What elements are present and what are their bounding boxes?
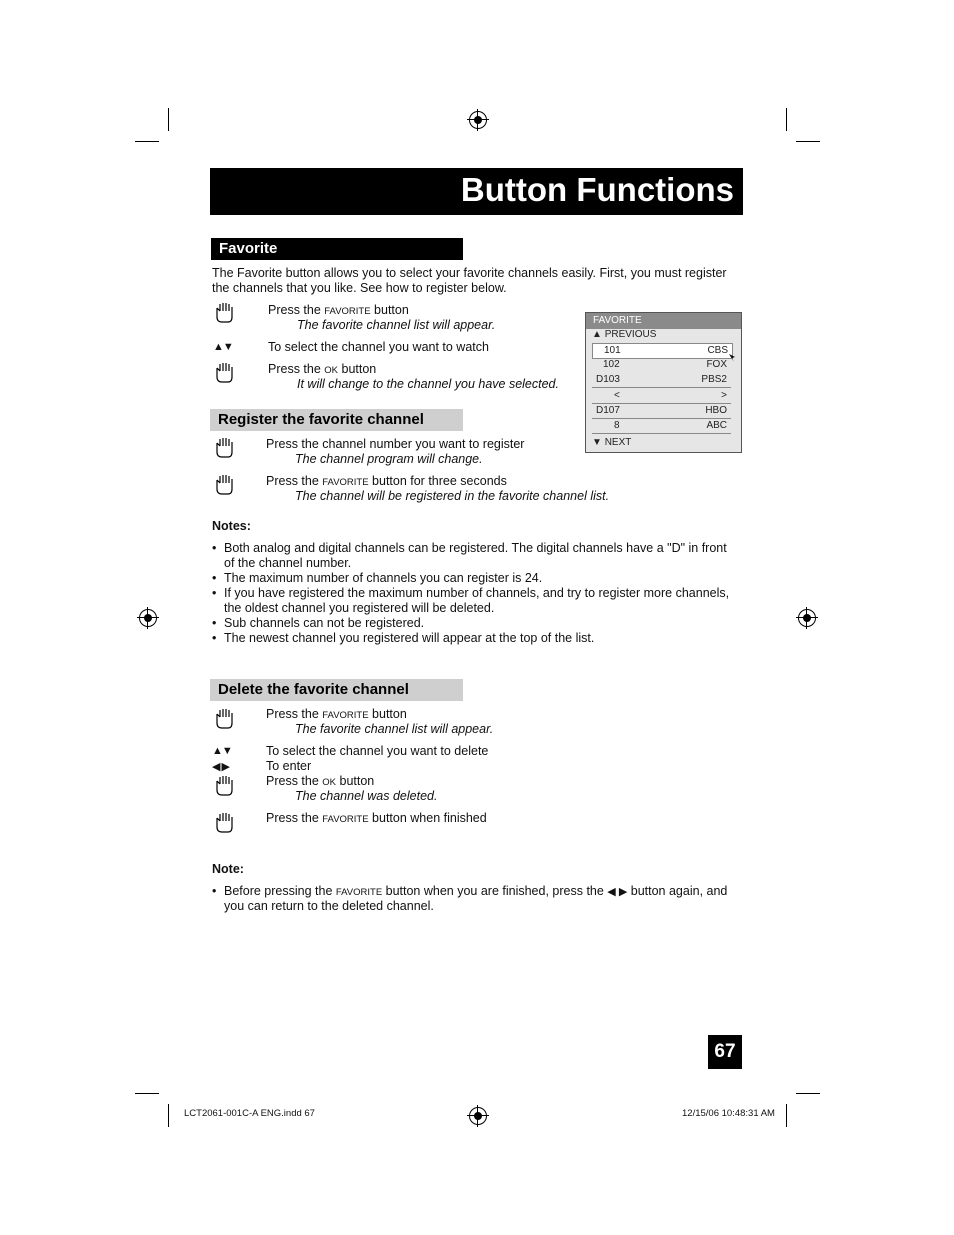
crop-mark (168, 1104, 169, 1127)
panel-header: FAVORITE (586, 313, 741, 329)
favorite-step3: Press the OK button (268, 362, 377, 376)
delete-step4-result: The channel was deleted. (295, 789, 438, 803)
registration-mark-icon (798, 609, 816, 627)
note-item: If you have registered the maximum number of channels, and try to register more channels, (224, 586, 730, 600)
note-item: the oldest channel you registered will be deleted. (224, 601, 495, 615)
footer-file: LCT2061-001C-A ENG.indd 67 (184, 1108, 315, 1119)
hand-press-icon (213, 474, 235, 496)
hand-press-icon (213, 437, 235, 459)
page-title-bar (210, 168, 743, 215)
crop-mark (786, 1104, 787, 1127)
panel-row[interactable]: D103 PBS2 (592, 373, 731, 388)
note-item: The maximum number of channels you can register is 24. (224, 571, 543, 585)
crop-mark (796, 141, 820, 142)
registration-mark-icon (469, 111, 487, 129)
note-bullet: • (212, 884, 217, 898)
note-item: Sub channels can not be registered. (224, 616, 425, 630)
crop-mark (796, 1093, 820, 1094)
section-heading-favorite: Favorite (211, 238, 463, 260)
favorite-step2: To select the channel you want to watch (268, 340, 489, 354)
crop-mark (786, 108, 787, 131)
register-step1: Press the channel number you want to register (266, 437, 525, 451)
favorite-step3-result: It will change to the channel you have selected. (297, 377, 559, 391)
panel-row[interactable]: 102 FOX (603, 359, 727, 370)
hand-press-icon (213, 708, 235, 730)
hand-press-icon (213, 812, 235, 834)
section-heading-delete: Delete the favorite channel (210, 679, 463, 701)
note-bullet: • (212, 631, 217, 645)
hand-press-icon (213, 775, 235, 797)
section-heading-register: Register the favorite channel (210, 409, 463, 431)
registration-mark-icon (469, 1107, 487, 1125)
delete-step1: Press the FAVORITE button (266, 707, 407, 721)
pointer-icon (728, 353, 736, 363)
intro-line: the channels that you like. See how to register below. (212, 281, 507, 295)
hand-press-icon (213, 302, 235, 324)
notes-heading: Notes: (212, 519, 251, 533)
left-right-arrows-icon: ◀ ▶ (607, 886, 628, 898)
crop-mark (135, 141, 159, 142)
page-number: 67 (708, 1035, 742, 1069)
register-step1-result: The channel program will change. (295, 452, 483, 466)
note-item: Both analog and digital channels can be registered. The digital channels have a "D" in front (224, 541, 727, 555)
panel-next[interactable]: ▼ NEXT (592, 437, 632, 448)
note-bullet: • (212, 586, 217, 600)
favorite-list-panel (585, 312, 742, 453)
panel-row[interactable]: 101 CBS (592, 343, 733, 359)
panel-row[interactable]: D107 HBO (592, 404, 731, 419)
note-heading: Note: (212, 862, 244, 876)
note-line: you can return to the deleted channel. (224, 899, 434, 913)
up-down-arrows-icon: ▲▼ (212, 745, 232, 757)
note-bullet: • (212, 571, 217, 585)
up-down-arrows-icon: ▲▼ (213, 341, 233, 353)
panel-row[interactable]: 8 ABC (592, 419, 731, 434)
note-line: Before pressing the FAVORITE button when you are finished, press the ◀ ▶ button again, and (224, 884, 728, 898)
hand-press-icon (213, 362, 235, 384)
panel-row[interactable]: < > (592, 389, 731, 404)
register-step2-result: The channel will be registered in the favorite channel list. (295, 489, 610, 503)
left-right-arrows-icon: ◀ ▶ (212, 761, 229, 773)
crop-mark (135, 1093, 159, 1094)
note-bullet: • (212, 541, 217, 555)
note-bullet: • (212, 616, 217, 630)
intro-line: The Favorite button allows you to select your favorite channels easily. First, you must register (212, 266, 727, 280)
delete-step1-result: The favorite channel list will appear. (295, 722, 494, 736)
delete-step2: To select the channel you want to delete (266, 744, 489, 758)
favorite-step1-result: The favorite channel list will appear. (297, 318, 496, 332)
panel-previous[interactable]: ▲ PREVIOUS (592, 329, 657, 340)
footer-timestamp: 12/15/06 10:48:31 AM (682, 1108, 775, 1119)
page-title: Button Functions (460, 171, 734, 208)
delete-step3: To enter (266, 759, 312, 773)
registration-mark-icon (139, 609, 157, 627)
crop-mark (168, 108, 169, 131)
register-step2: Press the FAVORITE button for three seconds (266, 474, 507, 488)
note-item: The newest channel you registered will appear at the top of the list. (224, 631, 595, 645)
note-item: of the channel number. (224, 556, 352, 570)
delete-step5: Press the FAVORITE button when finished (266, 811, 487, 825)
favorite-step1: Press the FAVORITE button (268, 303, 409, 317)
delete-step4: Press the OK button (266, 774, 375, 788)
